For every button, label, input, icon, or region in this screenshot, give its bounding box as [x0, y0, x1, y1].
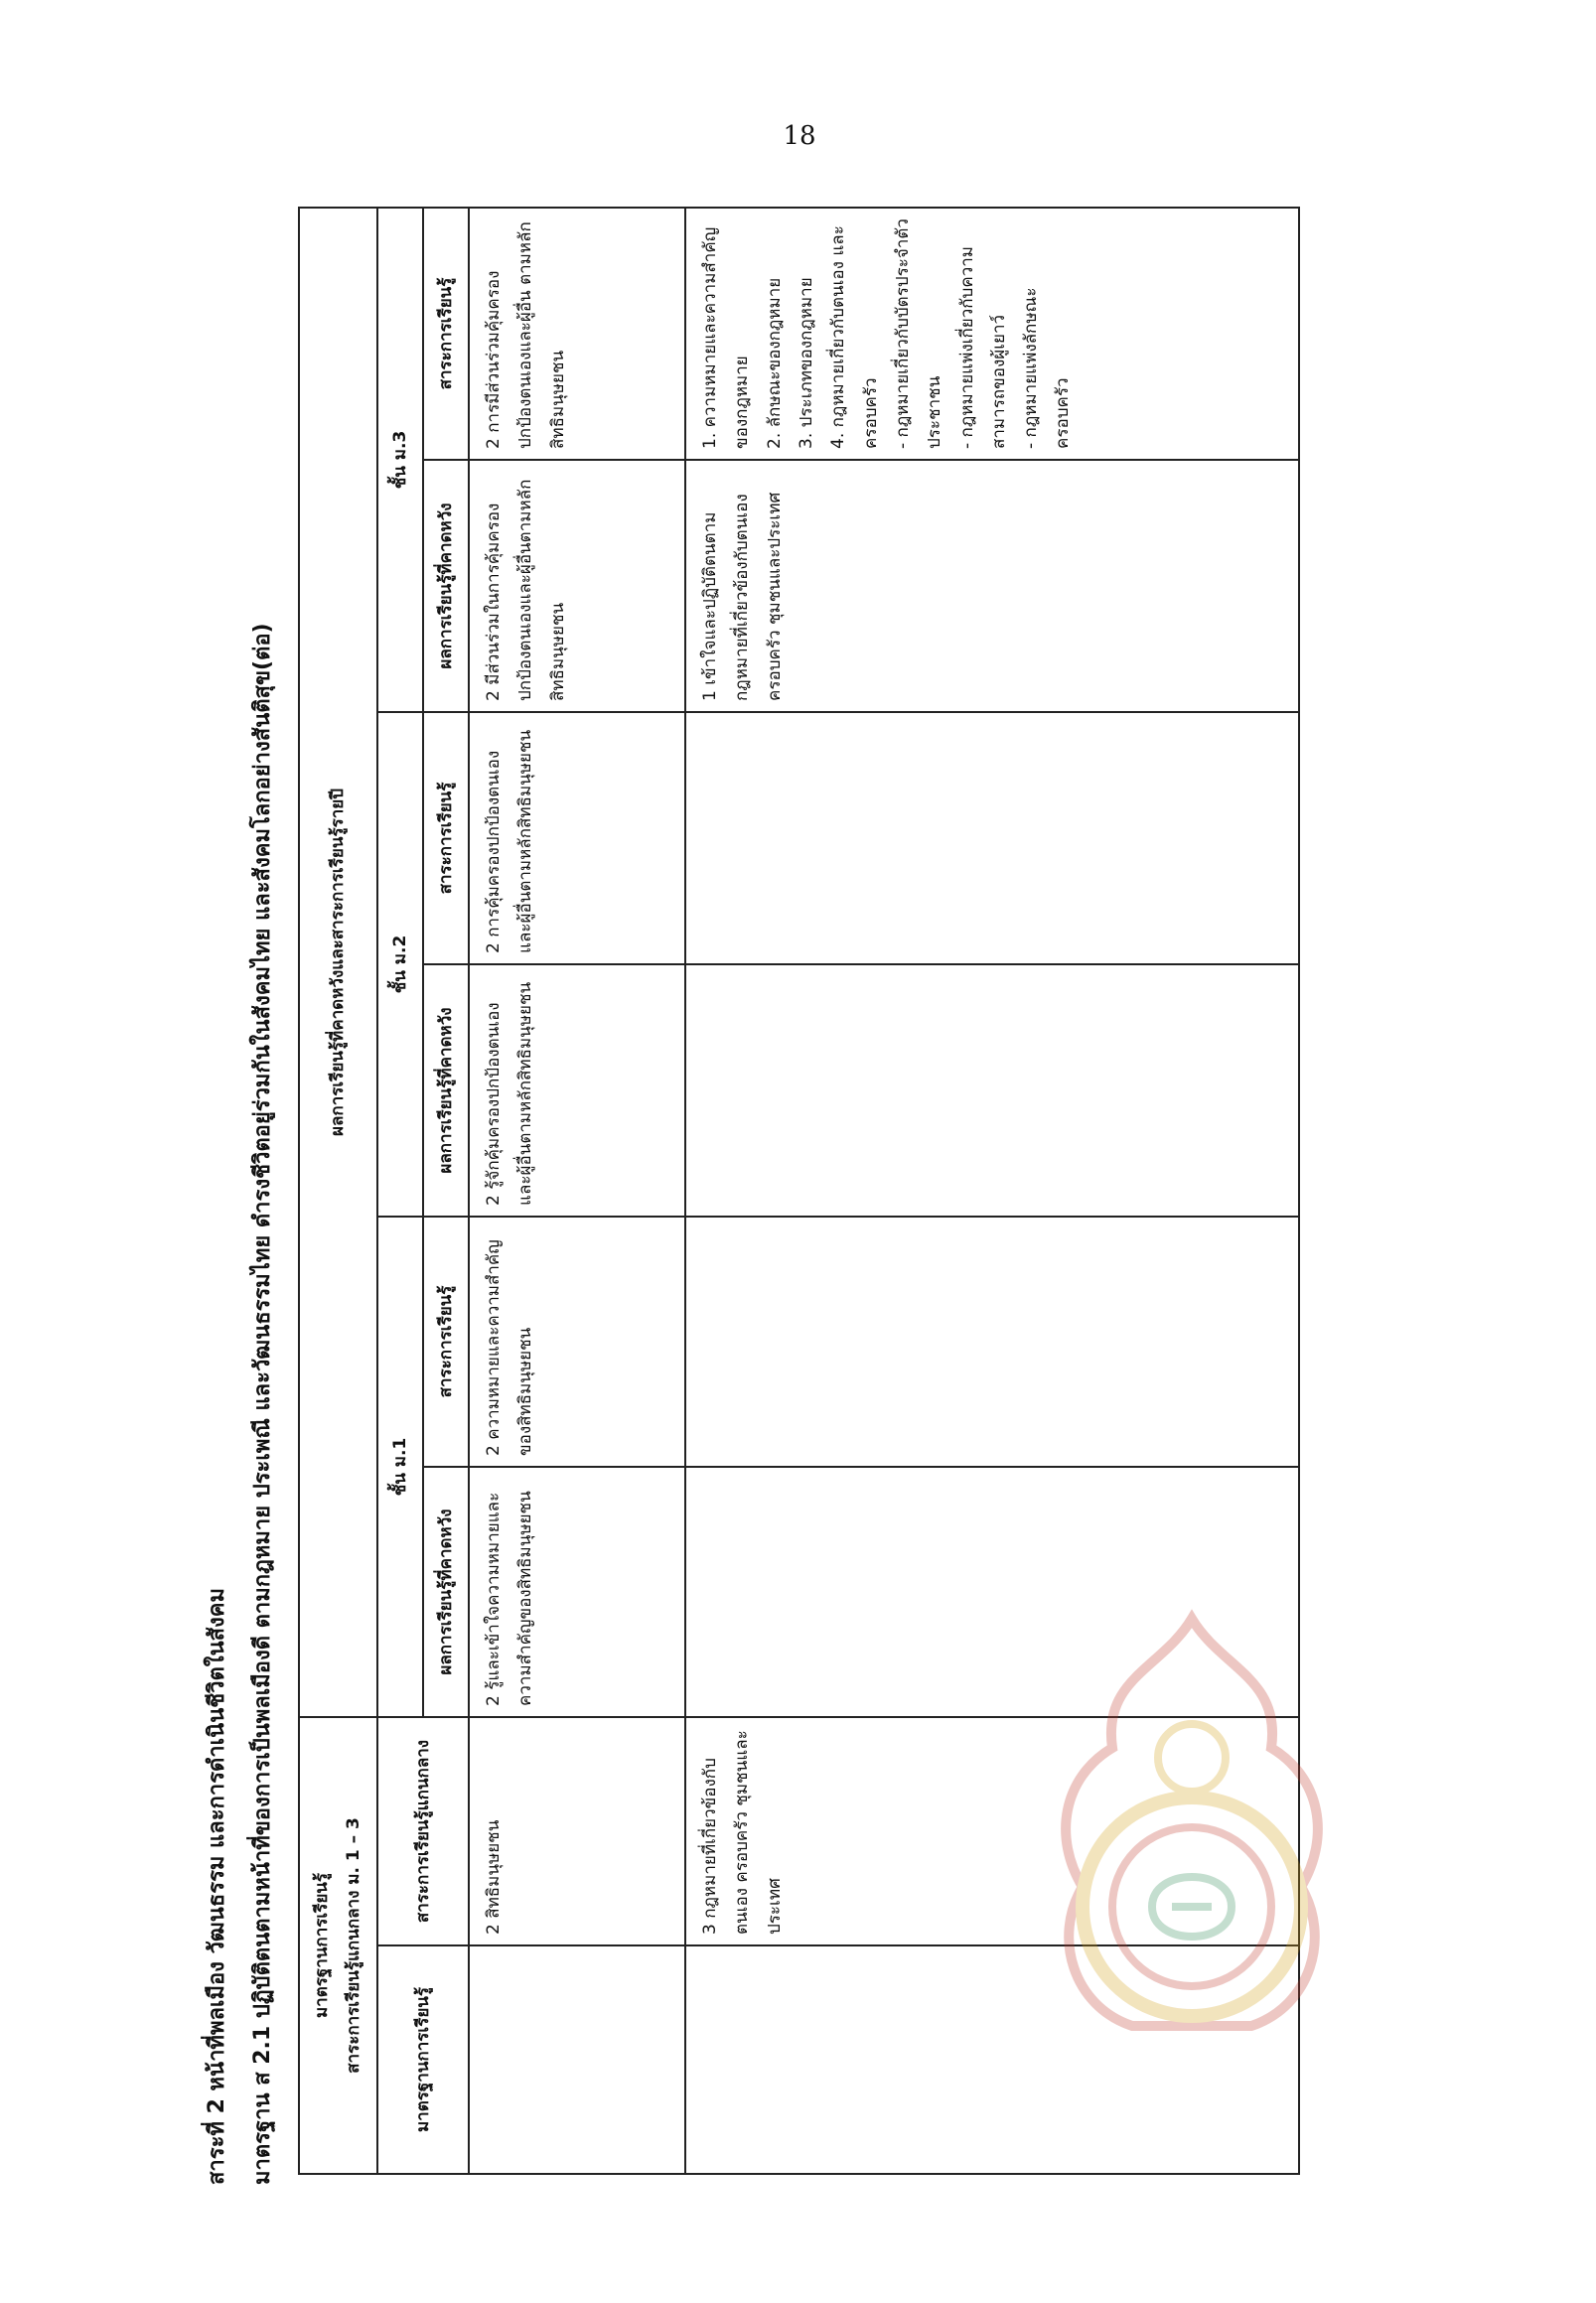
obec-seal-watermark	[1033, 1609, 1351, 2046]
header-m3-content: สาระการเรียนรู้	[423, 208, 469, 460]
header-grade-m1: ชั้น ม.1	[377, 1217, 423, 1717]
cell-standard	[469, 1945, 685, 2174]
header-col-core: สาระการเรียนรู้แกนกลาง	[377, 1717, 470, 1945]
header-standard-group-label: มาตรฐานการเรียนรู้	[312, 1872, 332, 2019]
cell-m2-content: 2 การคุ้มครองปกป้องตนเองและผู้อื่นตามหลักสิทธิมนุษยชน	[469, 712, 685, 964]
seal-wheel	[1158, 1724, 1226, 1792]
table-row	[469, 208, 685, 2174]
header-grade-m2: ชั้น ม.2	[377, 712, 423, 1217]
header-grade-m3: ชั้น ม.3	[377, 208, 423, 712]
header-core-group-label: สาระการเรียนรู้แกนกลาง ม. 1 – 3	[344, 1817, 364, 2074]
header-m2-content: สาระการเรียนรู้	[423, 712, 469, 964]
cell-m2-outcome	[685, 964, 1299, 1217]
header-m1-outcome: ผลการเรียนรู้ที่คาดหวัง	[423, 1467, 469, 1717]
cell-m1-outcome: 2 รู้และเข้าใจความหมายและความสำคัญของสิทธิมนุษยชน	[469, 1467, 685, 1717]
cell-m3-outcome: 1 เข้าใจและปฏิบัติตนตามกฎหมายที่เกี่ยวข้องกับตนเอง ครอบครัว ชุมชนและประเทศ	[685, 460, 1299, 712]
header-standard-group	[299, 1717, 377, 2174]
header-m1-content: สาระการเรียนรู้	[423, 1217, 469, 1467]
cell-m1-content	[685, 1217, 1299, 1467]
cell-m3-content: 1. ความหมายและความสำคัญของกฎหมาย 2. ลักษณะของกฎหมาย 3. ประเภทของกฎหมาย 4. กฎหมายเกี่ยวกับตนเอง และครอบครัว - กฎหมายเกี่ยวกับบัตรประจำตัวประชาชน - กฎหมายแพ่งเกี่ยวกับความสามารถของผู้เยาว์ - กฎหมายแพ่งลักษณะครอบครัว	[685, 208, 1299, 460]
seal-emblem	[1152, 1877, 1232, 1937]
header-col-standard: มาตรฐานการเรียนรู้	[377, 1945, 470, 2174]
cell-core: 2 สิทธิมนุษยชน	[469, 1717, 685, 1945]
cell-m2-outcome: 2 รู้จักคุ้มครองปกป้องตนเองและผู้อื่นตามหลักสิทธิมนุษยชน	[469, 964, 685, 1217]
cell-m1-content: 2 ความหมายและความสำคัญของสิทธิมนุษยชน	[469, 1217, 685, 1467]
standard-heading: มาตรฐาน ส 2.1 ปฏิบัติตนตามหน้าที่ของการเป็นพลเมืองดี ตามกฎหมาย ประเพณี และวัฒนธรรมไทย ดำรงชีวิตอยู่ร่วมกันในสังคมไทย และสังคมโลกอย่างสันติสุข(ต่อ)	[250, 623, 275, 2185]
header-outcome-group: ผลการเรียนรู้ที่คาดหวังและสาระการเรียนรู้รายปี	[299, 208, 377, 1717]
strand-heading: สาระที่ 2 หน้าที่พลเมือง วัฒนธรรม และการดำเนินชีวิตในสังคม	[205, 1588, 229, 2185]
cell-m2-content	[685, 712, 1299, 964]
header-m3-outcome: ผลการเรียนรู้ที่คาดหวัง	[423, 460, 469, 712]
page-number: 18	[783, 121, 816, 151]
cell-m3-outcome: 2 มีส่วนร่วมในการคุ้มครองปกป้องตนเองและผู้อื่นตามหลักสิทธิมนุษยชน	[469, 460, 685, 712]
header-m2-outcome: ผลการเรียนรู้ที่คาดหวัง	[423, 964, 469, 1217]
cell-core: 3 กฎหมายที่เกี่ยวข้องกับตนเอง ครอบครัว ชุมชนและประเทศ	[685, 1717, 1299, 1945]
cell-m3-content: 2 การมีส่วนร่วมคุ้มครอง ปกป้องตนเองและผู้อื่น ตามหลักสิทธิมนุษยชน	[469, 208, 685, 460]
